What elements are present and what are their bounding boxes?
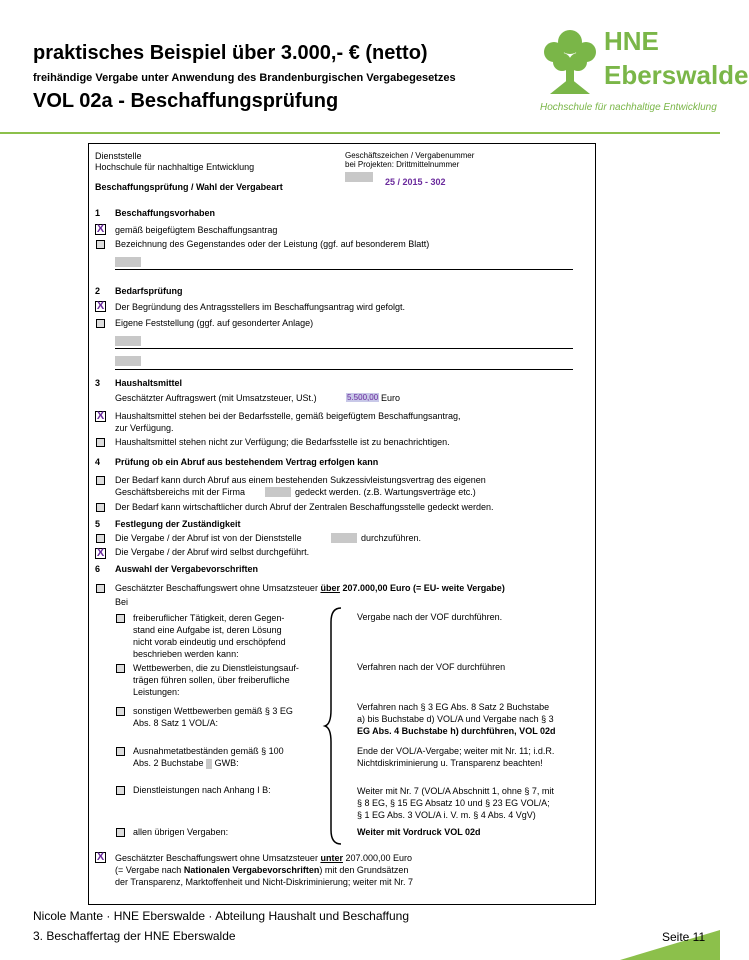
page-title: praktisches Beispiel über 3.000,- € (netto) bbox=[33, 42, 428, 64]
reference-number: 25 / 2015 - 302 bbox=[385, 177, 446, 187]
section-2-number: 2 bbox=[95, 286, 101, 296]
section-5-title: Festlegung der Zuständigkeit bbox=[115, 519, 241, 529]
s2-opt1-label: Der Begründung des Antragsstellers im Beschaffungsantrag wird gefolgt. bbox=[115, 302, 405, 312]
redacted-field bbox=[115, 356, 141, 366]
header-divider bbox=[0, 132, 720, 134]
checkbox-s1-opt1[interactable]: X bbox=[96, 223, 105, 235]
s5-opt1-label: Die Vergabe / der Abruf ist von der Dienststelle bbox=[115, 533, 302, 543]
page-title-secondary: VOL 02a - Beschaffungsprüfung bbox=[33, 90, 339, 112]
fill-line bbox=[115, 348, 573, 349]
section-3-number: 3 bbox=[95, 378, 101, 388]
checkbox-r4[interactable] bbox=[116, 747, 125, 756]
s3-opt1-label: Haushaltsmittel stehen bei der Bedarfsstelle, gemäß beigefügtem Beschaffungsantrag, bbox=[115, 411, 461, 421]
checkbox-r5[interactable] bbox=[116, 786, 125, 795]
section-5-number: 5 bbox=[95, 519, 101, 529]
checkbox-s5-opt2[interactable]: X bbox=[96, 547, 105, 559]
s3-value-label: Geschätzter Auftragswert (mit Umsatzsteuer, USt.) bbox=[115, 393, 317, 403]
r4-left-text: Ausnahmetatbeständen gemäß § 100 Abs. 2 Buchstabe GWB: bbox=[133, 746, 284, 768]
checkbox-s3-opt1[interactable]: X bbox=[96, 410, 105, 422]
redacted-field bbox=[265, 487, 291, 497]
bei-label: Bei bbox=[115, 597, 129, 607]
form-document bbox=[88, 143, 596, 905]
dienststelle-name: Hochschule für nachhaltige Entwicklung bbox=[95, 162, 255, 172]
section-6-number: 6 bbox=[95, 564, 101, 574]
fill-line bbox=[115, 269, 573, 270]
section-1-title: Beschaffungsvorhaben bbox=[115, 208, 216, 218]
s3-opt2-label: Haushaltsmittel stehen nicht zur Verfügung; die Bedarfsstelle ist zu benachrichtigen. bbox=[115, 437, 450, 447]
logo-eberswalde-text: Eberswalde bbox=[604, 60, 749, 90]
r6-right-text: Weiter mit Vordruck VOL 02d bbox=[357, 827, 481, 837]
redacted-field bbox=[206, 759, 212, 769]
section-3-title: Haushaltsmittel bbox=[115, 378, 183, 388]
checkbox-r6[interactable] bbox=[116, 828, 125, 837]
s4-opt2-label: Der Bedarf kann wirtschaftlicher durch Abruf der Zentralen Beschaffungsstelle gedeckt werden. bbox=[115, 502, 494, 512]
r3-left-text: sonstigen Wettbewerben gemäß § 3 EG Abs. 8 Satz 1 VOL/A: bbox=[133, 706, 293, 728]
r4-right-text: Ende der VOL/A-Vergabe; weiter mit Nr. 11; i.d.R. Nichtdiskriminierung u. Transparenz beachten! bbox=[357, 746, 555, 768]
hne-logo bbox=[538, 26, 749, 122]
logo-hne-text: HNE bbox=[604, 26, 659, 56]
r5-right-text: Weiter mit Nr. 7 (VOL/A Abschnitt 1, ohne § 7, mit § 8 EG, § 15 EG Absatz 10 und § 23 EG VOL/A; § 1 EG Abs. 3 VOL/A i. V. m. § 4 Abs. 4 VgV) bbox=[357, 786, 554, 820]
checkbox-r3[interactable] bbox=[116, 707, 125, 716]
s1-opt2-label: Bezeichnung des Gegenstandes oder der Leistung (ggf. auf besonderem Blatt) bbox=[115, 239, 430, 249]
s3-unit: Euro bbox=[381, 393, 401, 403]
r2-left-text: Wettbewerben, die zu Dienstleistungsauf- trägen führen sollen, über freiberufliche Leistungen: bbox=[133, 663, 299, 697]
checkbox-s2-opt1[interactable]: X bbox=[96, 300, 105, 312]
s3-opt1-label-cont: zur Verfügung. bbox=[115, 423, 174, 433]
checkbox-s3-opt2[interactable] bbox=[96, 438, 105, 447]
s6-opt1-label: Geschätzter Beschaffungswert ohne Umsatzsteuer über 207.000,00 Euro (= EU- weite Vergabe) bbox=[115, 583, 505, 593]
gz-label2: bei Projekten: Drittmittelnummer bbox=[345, 160, 460, 169]
checkbox-s4-opt2[interactable] bbox=[96, 503, 105, 512]
redacted-field bbox=[115, 257, 141, 267]
logo-subtitle: Hochschule für nachhaltige Entwicklung bbox=[540, 102, 717, 113]
section-1-number: 1 bbox=[95, 208, 101, 218]
s2-opt2-label: Eigene Feststellung (ggf. auf gesonderter Anlage) bbox=[115, 318, 314, 328]
estimated-value: 5.500,00 bbox=[347, 393, 379, 402]
r2-right-text: Verfahren nach der VOF durchführen bbox=[357, 662, 506, 672]
redacted-field bbox=[345, 172, 373, 182]
footer-author: Nicole Mante · HNE Eberswalde · Abteilung Haushalt und Beschaffung bbox=[33, 909, 409, 923]
s4-opt1-label-end: gedeckt werden. (z.B. Wartungsverträge etc.) bbox=[295, 487, 476, 497]
checkbox-r1[interactable] bbox=[116, 614, 125, 623]
redacted-field bbox=[115, 336, 141, 346]
r3-right-text: Verfahren nach § 3 EG Abs. 8 Satz 2 Buchstabe a) bis Buchstabe d) VOL/A und Vergabe nach § 3 EG Abs. 4 Buchstabe h) durchführen, VOL 02d bbox=[357, 702, 556, 736]
fill-line bbox=[115, 369, 573, 370]
r1-left-text: freiberuflicher Tätigkeit, deren Gegen- stand eine Aufgabe ist, deren Lösung nicht vorab eindeutig und erschöpfend beschrieben werden kann: bbox=[133, 613, 286, 659]
section-2-title: Bedarfsprüfung bbox=[115, 286, 183, 296]
redacted-field bbox=[331, 533, 357, 543]
s4-opt1-label-cont: Geschäftsbereichs mit der Firma bbox=[115, 487, 246, 497]
s6-opt2-label: Geschätzter Beschaffungswert ohne Umsatzsteuer unter 207.000,00 Euro (= Vergabe nach Nationalen Vergabevorschriften) mit den Grundsätzen der Transparenz, Marktoffenheit und Nicht-Diskriminierung; weiter mit Nr. 7 bbox=[115, 853, 413, 887]
s4-opt1-label: Der Bedarf kann durch Abruf aus einem bestehenden Sukzessivleistungsvertrag des eigenen bbox=[115, 475, 486, 485]
s5-opt2-label: Die Vergabe / der Abruf wird selbst durchgeführt. bbox=[115, 547, 310, 557]
s1-opt1-label: gemäß beigefügtem Beschaffungsantrag bbox=[115, 225, 278, 235]
tree-logo-icon bbox=[540, 28, 600, 98]
footer-event: 3. Beschaffertag der HNE Eberswalde bbox=[33, 929, 236, 943]
r1-right-text: Vergabe nach der VOF durchführen. bbox=[357, 612, 503, 622]
gz-label: Geschäftszeichen / Vergabenummer bbox=[345, 151, 475, 160]
dienststelle-label: Dienststelle bbox=[95, 151, 142, 161]
section-4-number: 4 bbox=[95, 457, 101, 467]
checkbox-s4-opt1[interactable] bbox=[96, 476, 105, 485]
checkbox-s1-opt2[interactable] bbox=[96, 240, 105, 249]
brace-icon bbox=[323, 606, 347, 846]
page-subtitle: freihändige Vergabe unter Anwendung des Brandenburgischen Vergabegesetzes bbox=[33, 72, 456, 84]
r6-left-text: allen übrigen Vergaben: bbox=[133, 827, 229, 837]
form-main-title: Beschaffungsprüfung / Wahl der Vergabeart bbox=[95, 182, 283, 192]
section-4-title: Prüfung ob ein Abruf aus bestehendem Vertrag erfolgen kann bbox=[115, 457, 379, 467]
s5-opt1-label-end: durchzuführen. bbox=[361, 533, 422, 543]
r5-left-text: Dienstleistungen nach Anhang I B: bbox=[133, 785, 271, 795]
page-number: Seite 11 bbox=[662, 930, 706, 944]
checkbox-s5-opt1[interactable] bbox=[96, 534, 105, 543]
checkbox-r2[interactable] bbox=[116, 664, 125, 673]
section-6-title: Auswahl der Vergabevorschriften bbox=[115, 564, 259, 574]
checkbox-s2-opt2[interactable] bbox=[96, 319, 105, 328]
checkbox-s6-opt2[interactable]: X bbox=[96, 851, 105, 863]
checkbox-s6-opt1[interactable] bbox=[96, 584, 105, 593]
